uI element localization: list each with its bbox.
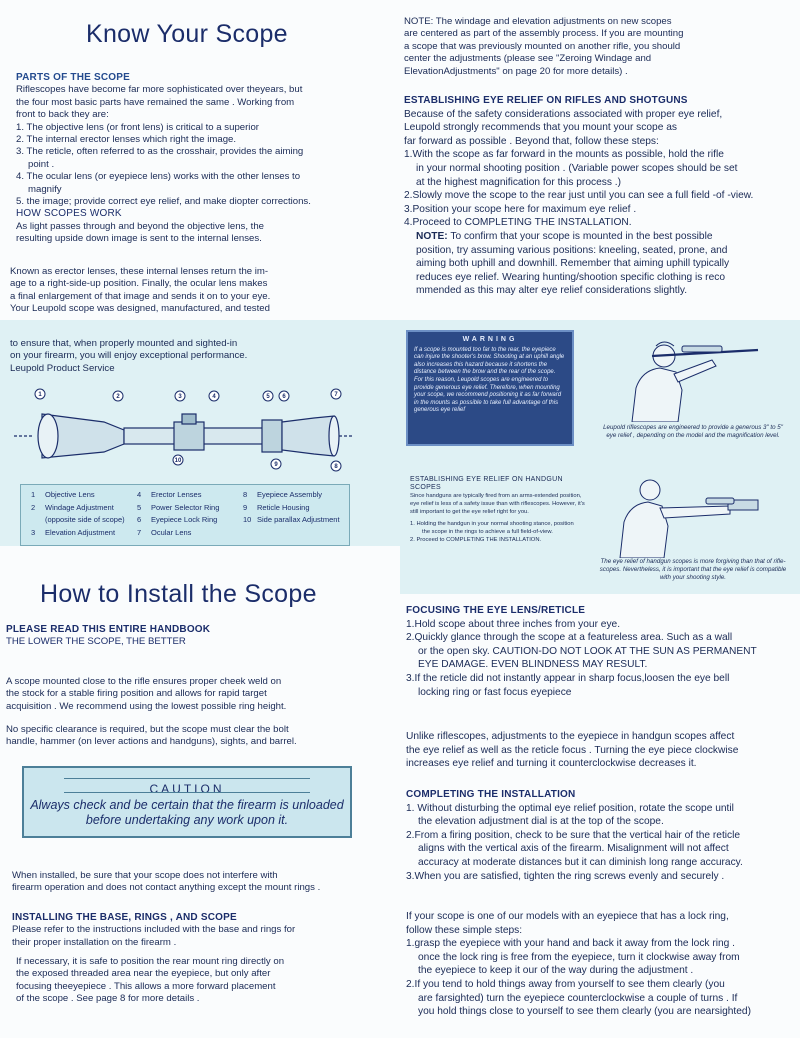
text-line: 1.Hold scope about three inches from your eye. <box>406 618 621 630</box>
text-line: mmended as this may alter eye relief considerations slightly. <box>416 285 688 297</box>
text-line: 2.From a firing position, check to be sure that the vertical hair of the reticle <box>406 829 741 841</box>
handgun-title: ESTABLISHING EYE RELIEF ON HANDGUN SCOPES <box>410 476 563 491</box>
legend-item <box>31 502 125 515</box>
text-line: front to back they are: <box>16 109 109 121</box>
text-line: age to a right-side-up position. Finally, the ocular lens makes <box>10 278 268 290</box>
text-line: focusing theeyepiece . This allows a more forward placement <box>16 980 276 992</box>
warning-text: If a scope is mounted too far to the rear, the eyepiece can injure the shooter's brow. Shooting at an uphill angle also increases this hazard because it shortens the distance between the brow and the rear of the scope. For this reason, Leupold scopes are engineered to provide generous eye relief. Therefore, when mounting your scope, we recommend positioning it as far forward in the mounts as possible to take full advantage of this generous eye relief <box>414 346 565 414</box>
text-line: 1.grasp the eyepiece with your hand and back it away from the lock ring . <box>406 938 736 950</box>
legend-number: 5 <box>137 502 142 512</box>
text-line: resulting upside down image is sent to the internal lenses. <box>16 233 262 245</box>
legend-label: Reticle Housing <box>257 502 310 512</box>
text-line: 2.If you tend to hold things away from yourself to see them clearly (you <box>406 978 725 990</box>
installed-text <box>12 870 392 895</box>
scope-diagram <box>14 386 354 476</box>
text-line: Your Leupold scope was designed, manufactured, and tested <box>10 303 270 315</box>
text-line: the stock for a stable firing position and allows for rapid target <box>6 688 267 700</box>
legend-number: 6 <box>137 515 142 524</box>
text-line: follow these simple steps: <box>406 924 523 936</box>
lock-ring-text <box>406 910 798 1019</box>
text-line: their proper installation on the firearm . <box>12 936 177 948</box>
base-text <box>12 924 392 949</box>
legend-label: Eyepiece Assembly <box>257 490 323 499</box>
parts-intro <box>16 84 386 121</box>
legend-label: (opposite side of scope) <box>45 515 125 524</box>
diagram-number: 6 <box>282 394 286 400</box>
read-heading: PLEASE READ THIS ENTIRE HANDBOOK <box>6 624 211 635</box>
legend-item <box>31 489 125 502</box>
legend-item <box>243 489 340 502</box>
legend-item <box>137 527 219 540</box>
text-line: eye relief , depending on the model and the magnification level. <box>606 432 780 439</box>
text-line: 2.Quickly glance through the scope at a featureless area. Such as a wall <box>406 632 733 644</box>
diagram-number: 3 <box>178 394 182 400</box>
text-line: Because of the safety considerations associated with proper eye relief, <box>404 108 723 120</box>
text-line: once the lock ring is free from the eyepiece, turn it clockwise away from <box>418 951 740 963</box>
erector-text <box>10 266 370 316</box>
eye-note <box>404 230 796 298</box>
legend-number: 4 <box>137 490 142 499</box>
text-line: aligns with the vertical axis of the firearm. Misalignment will not affect <box>418 843 729 855</box>
handgun-steps <box>410 520 595 544</box>
text-line: still important to get the eye relief right for you. <box>410 509 529 515</box>
text-line: the four most basic parts have remained the same . Working from <box>16 96 295 108</box>
text-line: accuracy at moderate distances but it can diminish long range accuracy. <box>418 856 743 868</box>
legend-item <box>137 502 219 515</box>
parts-legend-col <box>31 489 125 539</box>
text-line: the eye relief as well as the reticle focus . Turning the eye piece clockwise <box>406 744 739 756</box>
text-line: the elevation adjustment dial is at the top of the scope. <box>418 816 664 828</box>
rifle-shooter-illustration <box>612 330 762 422</box>
handgun-block <box>410 476 595 544</box>
text-line: center the adjustments (please see "Zeroing Windage and <box>404 53 652 65</box>
text-line: 1.With the scope as far forward in the mounts as possible, hold the rifle <box>404 149 724 161</box>
text-line: 4. The ocular lens (or eyepiece lens) works with the other lenses to <box>16 171 301 183</box>
text-line: If your scope is one of our models with an eyepiece that has a lock ring, <box>406 911 729 922</box>
legend-label: Ocular Lens <box>151 527 192 537</box>
base-block <box>12 912 392 949</box>
text-line: Leupold strongly recommends that you mount your scope as <box>404 122 677 134</box>
text-line: magnify <box>28 183 62 195</box>
legend-item <box>243 502 340 515</box>
text-line: 3.Position your scope here for maximum eye relief . <box>404 203 637 215</box>
diagram-number: 9 <box>274 462 278 468</box>
parts-legend-col <box>243 489 340 527</box>
legend-item <box>31 527 125 540</box>
focus-text <box>406 618 798 700</box>
text-line: 2. Proceed to COMPLETING THE INSTALLATION. <box>410 537 542 543</box>
text-line: a scope that was previously mounted on another rifle, you should <box>404 40 681 52</box>
legend-label: Power Selector Ring <box>151 502 220 512</box>
text-line: reduces eye relief. Wearing hunting/shootion specific clothing is reco <box>416 271 726 283</box>
handgun-caption <box>590 558 796 582</box>
text-line: Known as erector lenses, these internal lenses return the im- <box>10 266 269 277</box>
handgun-text <box>410 492 595 516</box>
legend-number: 3 <box>31 527 36 537</box>
complete-block <box>406 788 798 883</box>
text-line: to ensure that, when properly mounted and sighted-in <box>10 338 238 349</box>
parts-section <box>16 72 386 246</box>
mounted-text <box>6 676 376 713</box>
text-line: Leupold riflescopes are engineered to provide a generous 3" to 5" <box>603 424 783 431</box>
text-line: No specific clearance is required, but the scope must clear the bolt <box>6 724 289 735</box>
how-heading: HOW SCOPES WORK <box>16 208 122 220</box>
diagram-number: 8 <box>334 464 338 470</box>
text-line: 2. The internal erector lenses which right the image. <box>16 134 237 146</box>
base-heading: INSTALLING THE BASE, RINGS , AND SCOPE <box>12 912 237 923</box>
text-line: Leupold Product Service <box>10 362 115 374</box>
legend-number: 2 <box>31 502 36 512</box>
caution-text <box>24 798 350 828</box>
legend-label: Windage Adjustment <box>45 502 114 512</box>
text-line: 4.Proceed to COMPLETING THE INSTALLATION. <box>404 217 632 229</box>
text-line: before undertaking any work upon it. <box>85 813 289 827</box>
know-scope-title: Know Your Scope <box>86 20 288 48</box>
eye-steps <box>404 148 796 230</box>
text-line: Since handguns are typically fired from an arms-extended position, <box>410 493 582 499</box>
text-line: you hold things close to yourself to see them clearly (you are nearsighted) <box>418 1006 751 1018</box>
text-line: A scope mounted close to the rifle ensures proper cheek weld on <box>6 676 282 687</box>
read-block <box>6 624 376 649</box>
legend-item <box>31 514 125 527</box>
text-line: Riflescopes have become far more sophisticated over theyears, but <box>16 84 303 96</box>
text-line: in your normal shooting position . (Variable power scopes should be set <box>416 162 738 174</box>
complete-text <box>406 802 798 884</box>
diagram-number: 4 <box>212 394 216 400</box>
caution-title: CAUTION <box>149 782 225 796</box>
eye-heading: ESTABLISHING EYE RELIEF ON RIFLES AND SHOTGUNS <box>404 95 688 106</box>
text-line: the scope in the rings to achieve a full field-of-view. <box>422 529 553 535</box>
text-line: far forward as possible . Beyond that, follow these steps: <box>404 135 659 147</box>
text-line: 1. The objective lens (or front lens) is critical to a superior <box>16 121 259 133</box>
text-line: a final enlargement of that image and sends it on to your eye. <box>10 290 271 302</box>
parts-list <box>16 122 386 209</box>
install-title: How to Install the Scope <box>40 580 317 608</box>
text-line: 2.Slowly move the scope to the rear just until you can see a full field -of -view. <box>404 190 754 202</box>
legend-number: 8 <box>243 490 248 499</box>
text-line: or the open sky. CAUTION-DO NOT LOOK AT THE SUN AS PERMANENT <box>418 645 757 657</box>
text-line: 3. The reticle, often referred to as the crosshair, provides the aiming <box>16 146 304 158</box>
warning-title: WARNING <box>462 336 518 343</box>
note-block <box>404 16 794 78</box>
text-line: ElevationAdjustments" on page 20 for more details) . <box>404 65 628 77</box>
diagram-number: 10 <box>174 458 182 464</box>
text-line: the eyepiece to keep it our of the way during the adjustment . <box>418 965 694 977</box>
text-line: increases eye relief and turning it counterclockwise decreases it. <box>406 758 697 770</box>
legend-number: 1 <box>31 490 36 499</box>
legend-item <box>137 489 219 502</box>
text-line: the exposed threaded area near the eyepiece, but only after <box>16 968 271 980</box>
text-line: Please refer to the instructions included with the base and rings for <box>12 924 296 936</box>
text-line: The eye relief of handgun scopes is more forgiving than that of rifle- <box>600 558 786 565</box>
text-line: scopes. Nevertheless, it is important that the eye relief is compatible <box>599 566 787 573</box>
text-line: If necessary, it is safe to position the rear mount ring directly on <box>16 956 285 967</box>
text-line: on your firearm, you will enjoy exceptional performance. <box>10 350 248 362</box>
legend-number: 7 <box>137 527 142 537</box>
legend-label: Objective Lens <box>45 490 95 499</box>
diagram-number: 1 <box>38 392 42 398</box>
text-line: of the scope . See page 8 for more details . <box>16 993 200 1005</box>
complete-heading: COMPLETING THE INSTALLATION <box>406 789 576 800</box>
text-line: 3.When you are satisfied, tighten the ring screws evenly and securely . <box>406 870 725 882</box>
parts-legend <box>20 484 350 546</box>
text-line: eye relief is less of a safety issue than with riflescopes. However, it's <box>410 501 585 507</box>
text-line: locking ring or fast focus eyepiece <box>418 686 572 698</box>
handgun-shooter-illustration <box>610 470 770 558</box>
text-line: point . <box>28 158 55 170</box>
diagram-number: 2 <box>116 394 120 400</box>
text-line: with your shooting style. <box>659 574 727 581</box>
text-line: As light passes through and beyond the objective lens, the <box>16 220 265 232</box>
necessary-text <box>16 956 386 1006</box>
ensure-text <box>10 338 370 375</box>
focus-block <box>406 604 798 699</box>
legend-item <box>243 514 340 527</box>
clearance-text <box>6 724 376 749</box>
focus-heading: FOCUSING THE EYE LENS/RETICLE <box>406 605 586 616</box>
caution-box <box>22 766 352 838</box>
eye-text <box>404 108 796 149</box>
text-line: Always check and be certain that the firearm is unloaded <box>30 798 344 812</box>
diagram-number: 7 <box>334 392 338 398</box>
text-line: NOTE: To confirm that your scope is mounted in the best possible <box>416 230 713 242</box>
diagram-number: 5 <box>266 394 270 400</box>
legend-label: Eyepiece Lock Ring <box>151 515 218 524</box>
text-line: firearm operation and does not contact anything except the mount rings . <box>12 882 321 894</box>
legend-item <box>137 514 219 527</box>
unlike-text <box>406 730 798 771</box>
text-line: 1. Holding the handgun in your normal shooting stance, position <box>410 521 574 527</box>
text-line: handle, hammer (on lever actions and handguns), sights, and barrel. <box>6 736 297 748</box>
text-line: Unlike riflescopes, adjustments to the eyepiece in handgun scopes affect <box>406 731 735 742</box>
legend-number: 10 <box>243 515 252 524</box>
legend-number: 9 <box>243 502 248 512</box>
text-line: acquisition . We recommend using the lowest possible ring height. <box>6 700 287 712</box>
legend-label: Erector Lenses <box>151 490 202 499</box>
how-text <box>16 221 386 246</box>
parts-legend-col <box>137 489 219 539</box>
text-line: position, try assuming various positions: kneeling, seated, prone, and <box>416 244 728 256</box>
legend-label: Side parallax Adjustment <box>257 515 340 524</box>
text-line: 5. the image; provide correct eye relief, and make diopter corrections. <box>16 196 311 208</box>
text-line: When installed, be sure that your scope does not interfere with <box>12 870 278 881</box>
lower-heading: THE LOWER THE SCOPE, THE BETTER <box>6 636 186 648</box>
warning-box <box>406 330 574 446</box>
text-line: NOTE: The windage and elevation adjustments on new scopes <box>404 16 672 27</box>
legend-label: Elevation Adjustment <box>45 527 116 537</box>
text-line: at the highest magnification for this process .) <box>416 176 621 188</box>
text-line: are centered as part of the assembly process. If you are mounting <box>404 28 684 40</box>
text-line: are farsighted) turn the eyepiece counterclockwise a couple of turns . If <box>418 992 738 1004</box>
eye-relief-block <box>404 94 796 298</box>
rifle-caption <box>598 424 788 440</box>
text-line: 1. Without disturbing the optimal eye relief position, rotate the scope until <box>406 802 734 814</box>
text-line: aiming both uphill and downhill. Remember that aiming uphill typically <box>416 258 730 270</box>
text-line: 3.If the reticle did not instantly appear in sharp focus,loosen the eye bell <box>406 672 730 684</box>
text-line: EYE DAMAGE. EVEN BLINDNESS MAY RESULT. <box>418 659 648 671</box>
parts-heading: PARTS OF THE SCOPE <box>16 72 130 83</box>
